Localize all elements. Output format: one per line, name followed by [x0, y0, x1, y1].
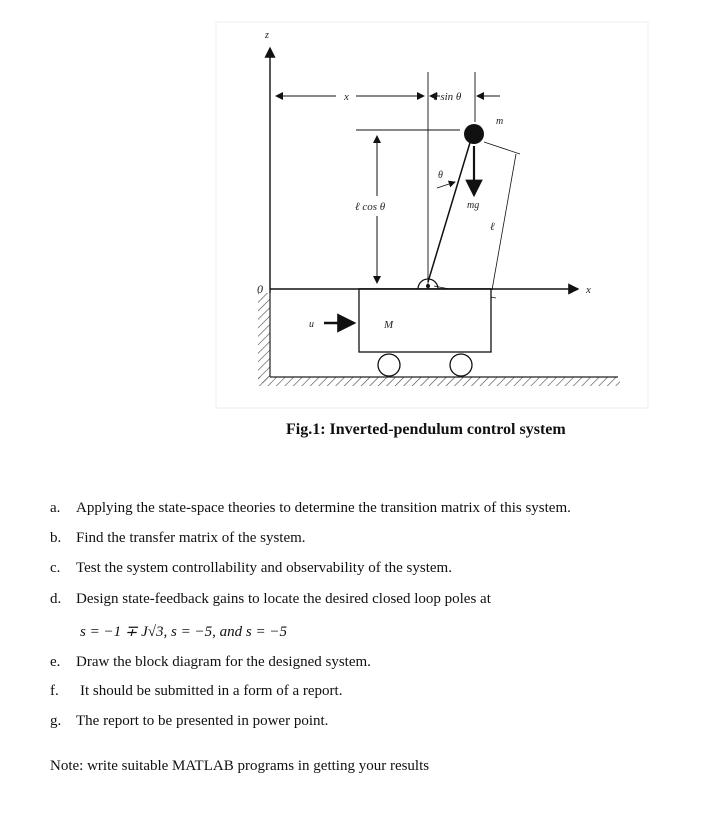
x-axis-label: x — [586, 284, 591, 296]
list-marker: d. — [50, 591, 62, 607]
pivot-point — [426, 284, 430, 288]
cart-wheel-right — [450, 354, 472, 376]
input-force-label: u — [309, 319, 314, 330]
list-marker: e. — [50, 654, 61, 670]
list-item-c — [50, 560, 452, 577]
pendulum-mass — [464, 124, 484, 144]
origin-label: 0 — [257, 282, 263, 296]
figure-caption: Fig.1: Inverted-pendulum control system — [286, 421, 566, 438]
list-item-a — [50, 500, 571, 517]
list-item-e — [50, 654, 371, 671]
note-text: Note: write suitable MATLAB programs in getting your results — [50, 758, 430, 774]
lsin-label: ℓ sin θ — [433, 91, 462, 103]
list-text: It should be submitted in a form of a report. — [80, 683, 343, 699]
mass-label-m: m — [496, 116, 504, 127]
list-item-f — [50, 683, 342, 700]
length-tick-top — [484, 142, 520, 154]
list-marker: a. — [50, 500, 61, 516]
gravity-label: mg — [467, 200, 480, 211]
list-item-g — [50, 713, 328, 730]
length-label: ℓ — [490, 221, 495, 233]
pendulum-rod — [428, 136, 472, 282]
cart-mass-label: M — [384, 319, 394, 331]
list-marker: c. — [50, 560, 61, 576]
list-text: The report to be presented in power point. — [76, 713, 329, 729]
list-item-b — [50, 530, 306, 547]
list-text: Draw the block diagram for the designed system. — [76, 654, 371, 670]
lcos-label: ℓ cos θ — [355, 201, 386, 213]
list-item-d — [50, 591, 491, 608]
theta-arrow — [437, 182, 455, 188]
list-text: Test the system controllability and observability of the system. — [76, 560, 452, 576]
poles-equation: s = −1 ∓ J√3, s = −5, and s = −5 — [80, 624, 287, 640]
list-text: Design state-feedback gains to locate the desired closed loop poles at — [76, 591, 491, 607]
list-marker: b. — [50, 530, 62, 546]
list-marker: f. — [50, 683, 59, 699]
z-axis-label: z — [265, 30, 269, 41]
theta-label: θ — [438, 170, 443, 181]
cart-body — [359, 289, 491, 352]
list-marker: g. — [50, 713, 62, 729]
ground-hatch-bottom — [258, 377, 620, 386]
ground-hatch-left — [258, 293, 270, 383]
x-dimension-label: x — [344, 91, 349, 103]
cart-wheel-left — [378, 354, 400, 376]
list-text: Applying the state-space theories to determine the transition matrix of this system. — [76, 500, 571, 516]
length-dimension — [492, 154, 516, 290]
list-text: Find the transfer matrix of the system. — [76, 530, 306, 546]
